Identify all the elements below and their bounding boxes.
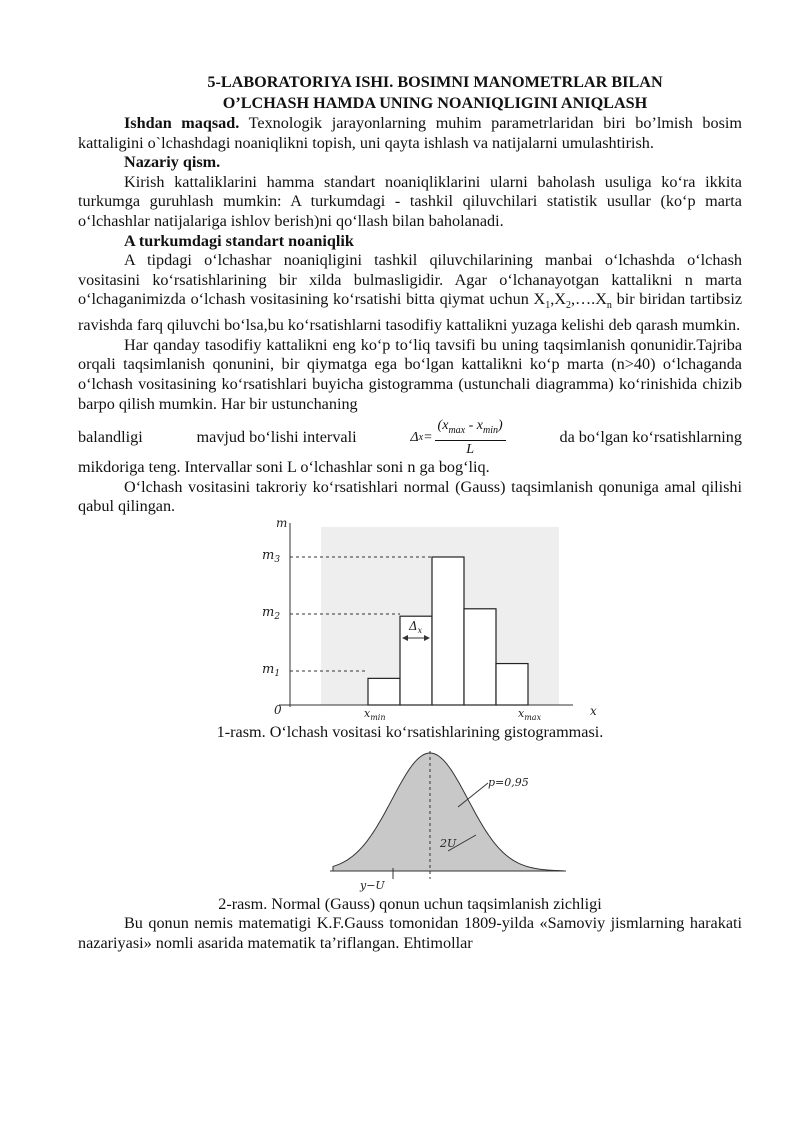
histogram-svg: [78, 517, 742, 723]
formula-line: [78, 418, 742, 458]
formula-eq: =: [423, 430, 433, 446]
p2-sub-2: 2: [565, 300, 571, 312]
num-mid: - x: [465, 418, 483, 434]
xmin-label: $x_{min}$: [364, 706, 386, 722]
paragraph-2: [78, 251, 742, 336]
yU-label: y−U: [360, 878, 385, 892]
x-axis-label: x: [590, 703, 597, 718]
num-end: ): [498, 418, 503, 434]
aim-text: Texnologik jarayonlarning muhim parametrlaridan biri bo’lmish bosim kattaligini o`lchashdagi noaniqlikni topish, uni qayta ishlash va natijalarni umulashtirish.: [78, 114, 742, 152]
p3-balandligi: balandligi: [78, 428, 143, 447]
gauss-curve: [333, 753, 563, 871]
p3-intervali: mavjud bo‘lishi intervali: [196, 428, 357, 447]
p2-text-b: ,X: [550, 290, 566, 309]
p3-korsatishlarning: da bo‘lgan ko‘rsatishlarning: [559, 428, 742, 447]
origin-label: 0: [274, 702, 282, 717]
formula-denominator: L: [466, 442, 474, 458]
gauss-svg: [78, 743, 742, 895]
p2-text-c: ,….X: [570, 290, 607, 309]
m3-label: $m_3$: [262, 547, 281, 565]
hist-bar: [464, 609, 496, 705]
aim-label: Ishdan maqsad.: [124, 114, 240, 132]
title-line-2: O’LCHASH HAMDA UNING NOANIQLIGINI ANIQLASH: [222, 94, 648, 112]
p2-text-a: A tipdagi o‘lchashar noaniqligini tashkil qiluvchilarining manbai o‘lchashda o‘lchash vositasini ko‘rsatishlarining bir xilda bulmasligidir. Agar o‘lchanayotgan kattalikni n marta o‘lchaganimizda o‘lchash vositasining ko‘rsatishi bitta qiymat uchun X: [78, 251, 742, 309]
formula-fraction: [435, 417, 506, 459]
paragraph-3: Har qanday tasodifiy kattalikni eng ko‘p to‘liq tavsifi bu uning taqsimlanish qonunidir.Tajriba orqali taqsimlanish qonunini, bir qiymatga ega bo‘lgan kattalikni ko‘p marta (n>40) o‘lchaganda o‘lchash vositasining ko‘rsatishlari buyicha gistogramma (ustunchali diagramma) ko‘rinishida chizib barpo qilish mumkin. Har bir ustunchaning: [78, 335, 742, 413]
figure-2-gauss: [78, 743, 742, 895]
p2-sub-n: n: [606, 300, 612, 312]
formula-delta-sub: x: [418, 432, 424, 444]
paragraph-4: O‘lchash vositasini takroriy ko‘rsatishlari normal (Gauss) taqsimlanish qonuniga amal qilishi qabul qilingan.: [78, 477, 742, 516]
y-axis-label: m: [276, 516, 288, 530]
figure-2-caption: 2-rasm. Normal (Gauss) qonun uchun taqsimlanish zichligi: [218, 894, 602, 913]
title-line-1: 5-LABORATORIYA ISHI. BOSIMNI MANOMETRLAR BILAN: [207, 73, 663, 91]
num-sub-max: max: [448, 425, 466, 437]
a-type-heading: A turkumdagi standart noaniqlik: [124, 231, 354, 250]
hist-bar: [496, 663, 528, 704]
paragraph-5: Bu qonun nemis matematigi K.F.Gauss tomonidan 1809-yilda «Samoviy jismlarning harakati nazariyasi» nomli asarida matematik ta’riflangan. Ehtimollar: [78, 914, 742, 952]
p2-text-d: bir biridan tartibsiz ravishda farq qiluvchi bo‘lsa,bu ko‘rsatishlarni tasodifiy kattalikni yuzaga kelishi deb qarash mumkin.: [78, 290, 743, 335]
m2-label: $m_2$: [262, 604, 281, 622]
num-a: (x: [437, 418, 449, 434]
formula-delta: Δ: [410, 430, 419, 446]
hist-bar: [368, 678, 400, 705]
xmax-label: $x_{max}$: [518, 706, 542, 722]
delta-formula: [410, 417, 505, 459]
paragraph-3-end: mikdoriga teng. Intervallar soni L o‘lchashlar soni n ga bog‘liq.: [78, 458, 490, 477]
hist-bar: [432, 557, 464, 705]
document-page: [78, 72, 742, 953]
p-label: p=0,95: [488, 775, 529, 789]
twoU-label: 2U: [440, 836, 457, 850]
p2-sub-1: 1: [545, 300, 551, 312]
theory-heading: Nazariy qism.: [124, 153, 221, 172]
figure-1-histogram: [78, 517, 742, 723]
num-sub-min: min: [483, 425, 498, 437]
paragraph-1: Kirish kattaliklarini hamma standart noaniqliklarini ularni baholash usuliga ko‘ra ikkita turkumga guruhlash mumkin: A turkumdagi - tashkil qiluvchilari statistik usullar (ko‘p marta o‘lchashlar natijalariga ishlov berish)ni qo‘llash bilan baholanadi.: [78, 172, 742, 230]
formula-numerator: [435, 417, 506, 441]
aim-paragraph: [78, 114, 742, 153]
delta-label: $\Delta_x$: [409, 618, 423, 635]
figure-1-caption: 1-rasm. O‘lchash vositasi ko‘rsatishlarining gistogrammasi.: [216, 722, 604, 741]
m1-label: $m_1$: [262, 661, 281, 679]
document-title: [78, 72, 742, 114]
